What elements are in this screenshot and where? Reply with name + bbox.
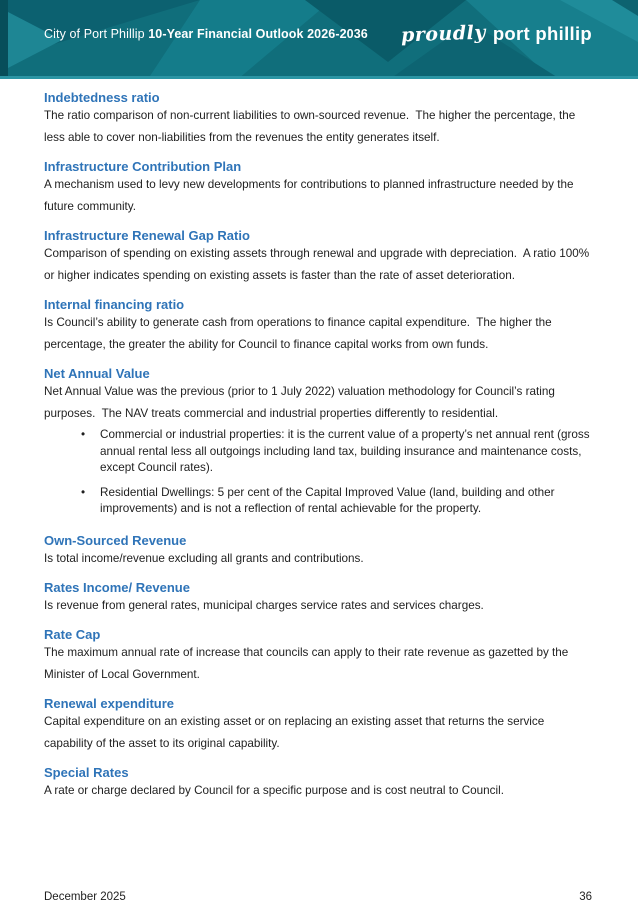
- section-heading: Own-Sourced Revenue: [44, 532, 187, 548]
- bullet-item-residential: • Residential Dwellings: 5 per cent of the Capital Improved Value (land, building and other improvements) and is not a reflection of rental achievable for the property.: [80, 485, 594, 518]
- section-rate-cap: [44, 628, 594, 686]
- section-heading: Rates Income/ Revenue: [44, 579, 190, 595]
- section-heading: Internal financing ratio: [44, 297, 185, 312]
- section-paragraph: The ratio comparison of non-current liabilities to own-sourced revenue. The higher the percentage, the less able to cover non-liabilities from the revenues the entity generates itself.: [44, 109, 579, 144]
- section-rates-income-revenue: [44, 581, 594, 617]
- header-banner: [0, 0, 638, 79]
- section-paragraph: Is Council’s ability to generate cash from operations to finance capital expenditure. The higher the percentage, the greater the ability for Council to finance capital works from own funds.: [44, 316, 555, 351]
- port-phillip-logo: [401, 23, 592, 45]
- section-heading: Indebtedness ratio: [44, 90, 160, 105]
- section-special-rates: [44, 766, 594, 802]
- glossary-content: [0, 79, 638, 802]
- section-paragraph: Capital expenditure on an existing asset or on replacing an existing asset that returns the service capability of the asset to its original capability.: [44, 714, 548, 750]
- section-internal-financing-ratio: [44, 298, 594, 356]
- section-heading: Infrastructure Contribution Plan: [44, 159, 242, 174]
- section-indebtedness-ratio: [44, 91, 594, 149]
- section-paragraph: A rate or charge declared by Council for a specific purpose and is cost neutral to Council.: [44, 783, 504, 797]
- section-net-annual-value: [44, 367, 594, 518]
- section-heading: Rate Cap: [44, 626, 101, 642]
- bullet-item-commercial: • Commercial or industrial properties: it is the current value of a property’s net annual rent (gross annual rental less all outgoings including land tax, building insurance and maintenance costs, except Council rates).: [80, 427, 594, 477]
- section-heading: Infrastructure Renewal Gap Ratio: [44, 228, 250, 243]
- page-footer: [44, 891, 592, 903]
- section-heading: Net Annual Value: [44, 366, 150, 381]
- logo-script-text: proudly: [400, 21, 487, 46]
- section-paragraph: The maximum annual rate of increase that councils can apply to their rate revenue as gazetted by the Minister of Local Government.: [44, 645, 572, 681]
- section-paragraph: A mechanism used to levy new developments for contributions to planned infrastructure needed by the future community.: [44, 178, 577, 213]
- section-paragraph: Is total income/revenue excluding all grants and contributions.: [44, 551, 364, 565]
- document-title-prefix: City of Port Phillip: [44, 26, 149, 41]
- section-paragraph: Net Annual Value was the previous (prior to 1 July 2022) valuation methodology for Council’s rating purposes. The NAV treats commercial and industrial properties differently to residential.: [44, 385, 559, 420]
- section-renewal-expenditure: [44, 697, 594, 755]
- section-heading: Special Rates: [44, 764, 129, 780]
- footer-date: December 2025: [44, 891, 126, 903]
- banner-content: [0, 0, 638, 79]
- section-infrastructure-renewal-gap-ratio: [44, 229, 594, 287]
- section-infrastructure-contribution-plan: [44, 160, 594, 218]
- page-number: 36: [579, 891, 592, 903]
- section-paragraph: Comparison of spending on existing assets through renewal and upgrade with depreciation. A ratio 100% or higher indicates spending on existing assets is faster than the rate of asset deterioration.: [44, 247, 593, 282]
- document-title-main: 10-Year Financial Outlook 2026-2036: [148, 26, 368, 41]
- section-paragraph: Is revenue from general rates, municipal charges service rates and services charges.: [44, 598, 484, 612]
- bullet-list: [44, 427, 594, 518]
- section-heading: Renewal expenditure: [44, 695, 175, 711]
- section-own-sourced-revenue: [44, 534, 594, 570]
- document-title: [44, 27, 368, 41]
- logo-wordmark: port phillip: [492, 22, 592, 44]
